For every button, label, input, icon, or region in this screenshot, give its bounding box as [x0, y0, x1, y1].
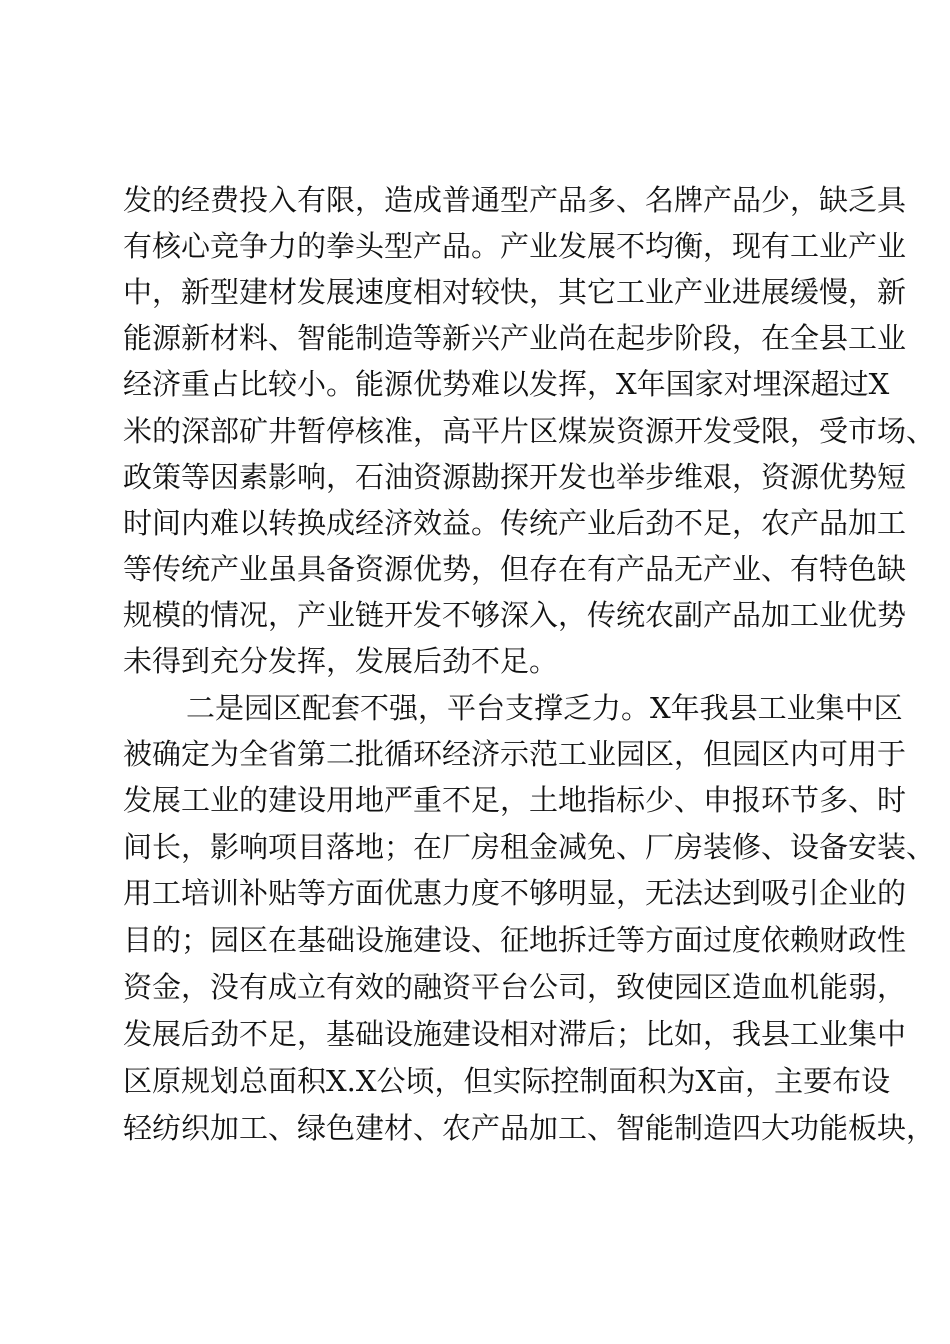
- text-line: 间长，影响项目落地；在厂房租金减免、厂房装修、设备安装、: [123, 830, 936, 864]
- text-line: 资金，没有成立有效的融资平台公司，致使园区造血机能弱，: [123, 970, 907, 1004]
- text-line: 能源新材料、智能制造等新兴产业尚在起步阶段，在全县工业: [123, 321, 907, 355]
- text-line: 中，新型建材发展速度相对较快，其它工业产业进展缓慢，新: [123, 275, 907, 309]
- text-line: 等传统产业虽具备资源优势，但存在有产品无产业、有特色缺: [123, 552, 907, 586]
- text-line: 规模的情况，产业链开发不够深入，传统农副产品加工业优势: [123, 598, 907, 632]
- text-line: 被确定为全省第二批循环经济示范工业园区，但园区内可用于: [123, 737, 907, 771]
- text-line: 时间内难以转换成经济效益。传统产业后劲不足，农产品加工: [123, 506, 907, 540]
- text-line: 用工培训补贴等方面优惠力度不够明显，无法达到吸引企业的: [123, 876, 907, 910]
- text-line: 目的；园区在基础设施建设、征地拆迁等方面过度依赖财政性: [123, 923, 907, 957]
- text-line: 区原规划总面积X.X公顷，但实际控制面积为X亩，主要布设: [123, 1064, 891, 1098]
- text-line: 经济重占比较小。能源优势难以发挥，X年国家对埋深超过X: [123, 367, 890, 401]
- text-line: 二是园区配套不强，平台支撑乏力。X年我县工业集中区: [186, 691, 903, 725]
- text-line: 发的经费投入有限，造成普通型产品多、名牌产品少，缺乏具: [123, 183, 907, 217]
- text-line: 政策等因素影响，石油资源勘探开发也举步维艰，资源优势短: [123, 460, 907, 494]
- text-line: 未得到充分发挥，发展后劲不足。: [123, 644, 559, 678]
- text-line: 有核心竞争力的拳头型产品。产业发展不均衡，现有工业产业: [123, 229, 907, 263]
- text-line: 轻纺织加工、绿色建材、农产品加工、智能制造四大功能板块，: [123, 1111, 936, 1145]
- text-line: 米的深部矿井暂停核准，高平片区煤炭资源开发受限，受市场、: [123, 414, 936, 448]
- text-line: 发展后劲不足，基础设施建设相对滞后；比如，我县工业集中: [123, 1017, 907, 1051]
- text-line: 发展工业的建设用地严重不足，土地指标少、申报环节多、时: [123, 783, 907, 817]
